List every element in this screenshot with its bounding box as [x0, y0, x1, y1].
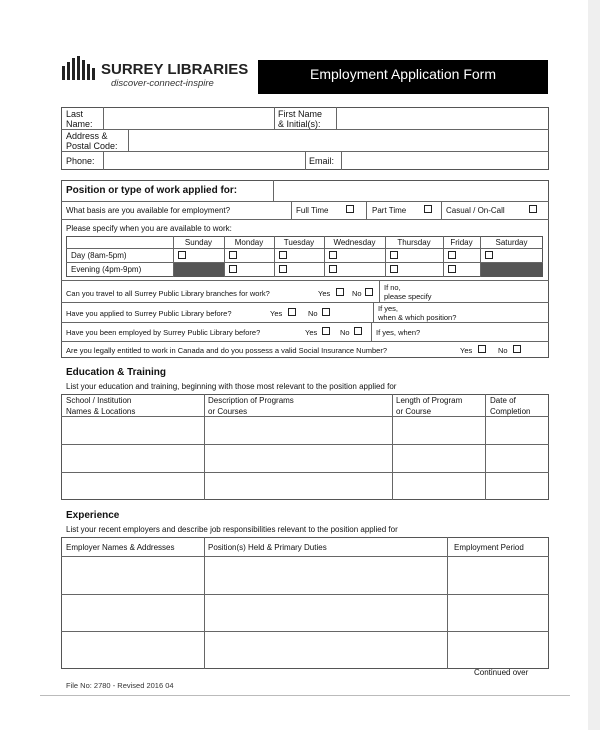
travel-yes-checkbox[interactable]	[336, 288, 344, 296]
edu-col-length-2: or Course	[396, 407, 432, 416]
evening-sunday-unavailable	[174, 263, 224, 276]
applied-if-yes-label-2: when & which position?	[378, 313, 457, 322]
full-time-label: Full Time	[296, 206, 329, 215]
travel-if-no-label-2: please specify	[384, 292, 432, 301]
legal-entitlement-question: Are you legally entitled to work in Canada and do you possess a valid Social Insurance Number?	[66, 346, 388, 355]
last-name-label: Last	[66, 109, 84, 119]
day-sunday-checkbox[interactable]	[178, 251, 186, 259]
employed-before-question: Have you been employed by Surrey Public Library before?	[66, 328, 261, 337]
day-header-saturday: Saturday	[495, 238, 528, 247]
logo-tagline: discover-connect-inspire	[111, 78, 214, 89]
address-input[interactable]	[129, 130, 548, 150]
first-name-label: First Name	[278, 109, 323, 119]
last-name-input[interactable]	[104, 108, 273, 128]
logo-name: SURREY LIBRARIES	[101, 61, 249, 78]
email-input[interactable]	[342, 152, 548, 169]
experience-row-2[interactable]	[62, 595, 548, 630]
employed-if-yes-label: If yes, when?	[376, 328, 421, 337]
part-time-checkbox[interactable]	[424, 205, 432, 213]
day-monday-checkbox[interactable]	[229, 251, 237, 259]
casual-checkbox[interactable]	[529, 205, 537, 213]
edu-col-description-2: or Courses	[208, 407, 248, 416]
edu-col-date: Date of	[490, 396, 516, 405]
evening-tuesday-checkbox[interactable]	[279, 265, 287, 273]
day-header-wednesday: Wednesday	[333, 238, 376, 247]
travel-question: Can you travel to all Surrey Public Library branches for work?	[66, 289, 270, 298]
evening-wednesday-checkbox[interactable]	[329, 265, 337, 273]
experience-row-3[interactable]	[62, 632, 548, 668]
address-label-2: Postal Code:	[66, 141, 118, 151]
legal-no-label: No	[498, 346, 508, 355]
address-label: Address &	[66, 131, 108, 141]
day-header-friday: Friday	[450, 238, 473, 247]
evening-row-label: Evening (4pm-9pm)	[71, 265, 142, 274]
legal-yes-label: Yes	[460, 346, 473, 355]
experience-title: Experience	[66, 510, 120, 521]
education-title: Education & Training	[66, 367, 167, 378]
edu-col-school-2: Names & Locations	[66, 407, 136, 416]
applied-before-question: Have you applied to Surrey Public Library before?	[66, 309, 232, 318]
day-friday-checkbox[interactable]	[448, 251, 456, 259]
evening-friday-checkbox[interactable]	[448, 265, 456, 273]
employed-no-checkbox[interactable]	[354, 327, 362, 335]
employed-yes-checkbox[interactable]	[322, 327, 330, 335]
library-logo-icon	[62, 56, 98, 80]
education-description: List your education and training, beginning with those most relevant to the position applied for	[66, 382, 397, 391]
evening-thursday-checkbox[interactable]	[390, 265, 398, 273]
evening-monday-checkbox[interactable]	[229, 265, 237, 273]
edu-col-length: Length of Program	[396, 396, 463, 405]
first-name-input[interactable]	[337, 108, 548, 128]
file-number: File No: 2780 - Revised 2016 04	[66, 681, 174, 690]
continued-over: Continued over	[474, 668, 529, 677]
education-row-2[interactable]	[62, 445, 548, 471]
legal-no-checkbox[interactable]	[513, 345, 521, 353]
availability-specify-label: Please specify when you are available to work:	[66, 224, 232, 233]
exp-col-period: Employment Period	[454, 543, 524, 552]
first-name-label-2: & Initial(s):	[278, 119, 321, 129]
position-input[interactable]	[274, 181, 548, 200]
availability-basis-label: What basis are you available for employment?	[66, 206, 231, 215]
travel-if-no-label: If no,	[384, 283, 401, 292]
day-header-tuesday: Tuesday	[283, 238, 315, 247]
applied-if-yes-label: If yes,	[378, 304, 399, 313]
day-row-label: Day (8am-5pm)	[71, 251, 127, 260]
day-header-sunday: Sunday	[184, 238, 213, 247]
day-tuesday-checkbox[interactable]	[279, 251, 287, 259]
casual-label: Casual / On-Call	[446, 206, 505, 215]
phone-label: Phone:	[66, 156, 95, 166]
experience-description: List your recent employers and describe job responsibilities relevant to the position applied for	[66, 525, 398, 534]
day-header-monday: Monday	[234, 238, 264, 247]
full-time-checkbox[interactable]	[346, 205, 354, 213]
edu-col-date-2: Completion	[490, 407, 531, 416]
position-label: Position or type of work applied for:	[66, 185, 238, 196]
page-edge	[588, 0, 600, 730]
travel-no-label: No	[352, 289, 362, 298]
legal-yes-checkbox[interactable]	[478, 345, 486, 353]
email-label: Email:	[309, 156, 335, 166]
day-header-thursday: Thursday	[397, 238, 431, 247]
phone-input[interactable]	[104, 152, 304, 169]
applied-yes-label: Yes	[270, 309, 283, 318]
day-thursday-checkbox[interactable]	[390, 251, 398, 259]
travel-no-checkbox[interactable]	[365, 288, 373, 296]
education-row-1[interactable]	[62, 417, 548, 443]
employed-yes-label: Yes	[305, 328, 318, 337]
education-row-3[interactable]	[62, 473, 548, 499]
last-name-label-2: Name:	[66, 119, 93, 129]
evening-saturday-unavailable	[481, 263, 543, 276]
exp-col-employer: Employer Names & Addresses	[66, 543, 175, 552]
footer-divider	[40, 695, 570, 696]
experience-row-1[interactable]	[62, 557, 548, 593]
applied-no-checkbox[interactable]	[322, 308, 330, 316]
day-saturday-checkbox[interactable]	[485, 251, 493, 259]
edu-col-description: Description of Programs	[208, 396, 294, 405]
form-title: Employment Application Form	[310, 66, 496, 82]
day-wednesday-checkbox[interactable]	[329, 251, 337, 259]
travel-yes-label: Yes	[318, 289, 331, 298]
employed-no-label: No	[340, 328, 350, 337]
applied-no-label: No	[308, 309, 318, 318]
applied-yes-checkbox[interactable]	[288, 308, 296, 316]
edu-col-school: School / Institution	[66, 396, 132, 405]
part-time-label: Part Time	[372, 206, 407, 215]
exp-col-position: Position(s) Held & Primary Duties	[208, 543, 327, 552]
